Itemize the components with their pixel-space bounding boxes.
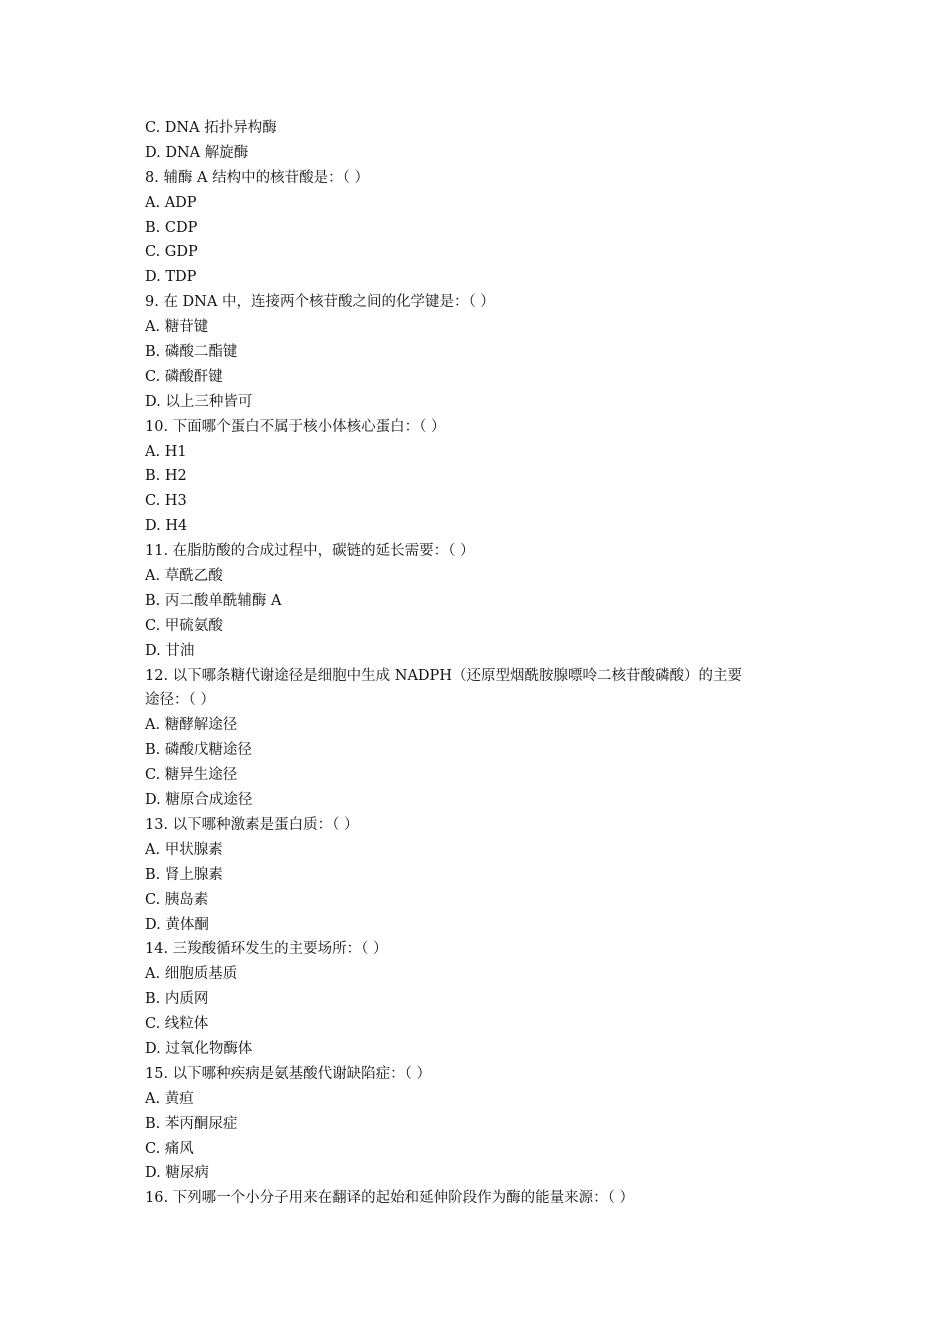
- q14-option-c: C. 线粒体: [145, 1016, 209, 1033]
- question-12-continued: 途径：（ ）: [145, 692, 215, 709]
- question-13: 13. 以下哪种激素是蛋白质：（ ）: [145, 816, 359, 833]
- q14-option-b: B. 内质网: [145, 991, 209, 1008]
- q12-option-a: A. 糖酵解途径: [145, 717, 238, 734]
- q8-option-d: D. TDP: [145, 269, 197, 286]
- q14-option-a: A. 细胞质基质: [145, 966, 238, 983]
- option-d-dna-helicase: D. DNA 解旋酶: [145, 144, 249, 161]
- q14-option-d: D. 过氧化物酶体: [145, 1040, 253, 1057]
- q12-option-c: C. 糖异生途径: [145, 767, 238, 784]
- question-8: 8. 辅酶 A 结构中的核苷酸是：（ ）: [145, 169, 369, 186]
- q9-option-a: A. 糖苷键: [145, 319, 209, 336]
- q13-option-a: A. 甲状腺素: [145, 841, 223, 858]
- q10-option-b: B. H2: [145, 468, 187, 485]
- q11-option-d: D. 甘油: [145, 642, 195, 659]
- q12-option-d: D. 糖原合成途径: [145, 792, 253, 809]
- option-c-dna-topoisomerase: C. DNA 拓扑异构酶: [145, 120, 277, 136]
- q11-option-c: C. 甲硫氨酸: [145, 617, 223, 634]
- question-12: 12. 以下哪条糖代谢途径是细胞中生成 NADPH（还原型烟酰胺腺嘌呤二核苷酸磷酸）的主要: [145, 667, 742, 684]
- q15-option-b: B. 苯丙酮尿症: [145, 1115, 238, 1132]
- question-16: 16. 下列哪一个小分子用来在翻译的起始和延伸阶段作为酶的能量来源：（ ）: [145, 1190, 635, 1207]
- q15-option-d: D. 糖尿病: [145, 1165, 209, 1182]
- question-10: 10. 下面哪个蛋白不属于核小体核心蛋白：（ ）: [145, 418, 446, 435]
- q12-option-b: B. 磷酸戊糖途径: [145, 742, 252, 759]
- q8-option-a: A. ADP: [145, 194, 197, 211]
- q9-option-b: B. 磷酸二酯键: [145, 344, 238, 361]
- q8-option-b: B. CDP: [145, 219, 198, 236]
- q15-option-c: C. 痛风: [145, 1140, 194, 1157]
- q10-option-a: A. H1: [145, 443, 187, 460]
- q9-option-c: C. 磷酸酐键: [145, 368, 223, 385]
- question-14: 14. 三羧酸循环发生的主要场所：（ ）: [145, 941, 388, 958]
- q10-option-d: D. H4: [145, 518, 188, 535]
- q10-option-c: C. H3: [145, 493, 187, 510]
- q13-option-d: D. 黄体酮: [145, 916, 209, 933]
- q9-option-d: D. 以上三种皆可: [145, 393, 253, 410]
- q11-option-b: B. 丙二酸单酰辅酶 A: [145, 592, 282, 609]
- q13-option-b: B. 肾上腺素: [145, 866, 223, 883]
- q11-option-a: A. 草酰乙酸: [145, 568, 223, 585]
- document-body: [145, 116, 825, 1211]
- question-9: 9. 在 DNA 中，连接两个核苷酸之间的化学键是：（ ）: [145, 294, 495, 311]
- question-11: 11. 在脂肪酸的合成过程中，碳链的延长需要：（ ）: [145, 543, 475, 560]
- question-15: 15. 以下哪种疾病是氨基酸代谢缺陷症：（ ）: [145, 1065, 432, 1082]
- q13-option-c: C. 胰岛素: [145, 891, 209, 908]
- q8-option-c: C. GDP: [145, 244, 198, 261]
- q15-option-a: A. 黄疸: [145, 1090, 194, 1107]
